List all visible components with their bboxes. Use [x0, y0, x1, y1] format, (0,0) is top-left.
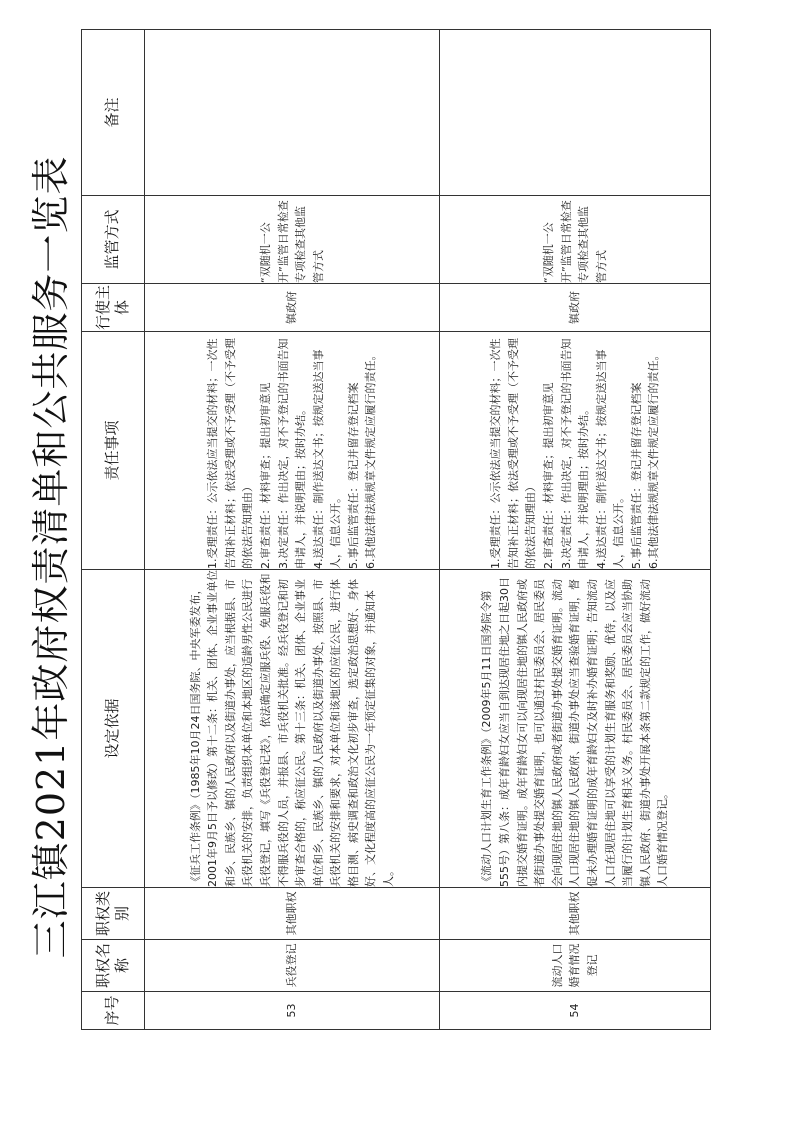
row-subject: 镇政府 — [440, 284, 711, 332]
header-category: 职权类别 — [82, 888, 145, 940]
responsibility-step: 4.送达责任：制作送达文书；按规定送达当事人，信息公开。 — [311, 349, 343, 569]
header-remarks: 备注 — [82, 30, 145, 196]
header-responsibility: 责任事项 — [82, 332, 145, 570]
responsibility-step: 6.其他法律法规规章文件规定应履行的责任。 — [364, 349, 378, 569]
responsibility-step: 1.受理责任：公示依法应当提交的材料；一次性告知补正材料；依法受理或不予受理（不予受理的依法告知理由） — [489, 338, 538, 569]
row-supervision: “双随机一公开”监管日常检查专项检查其他监管方式 — [440, 196, 711, 284]
document-title: 三江镇2021年政府权责清单和公共服务一览表 — [29, 155, 73, 959]
row-seq: 54 — [440, 992, 711, 1030]
row-remarks — [440, 30, 711, 196]
row-subject: 镇政府 — [145, 284, 440, 332]
responsibility-step: 4.送达责任：制作送达文书；按规定送达当事人，信息公开。 — [594, 349, 626, 569]
row-legal-basis — [145, 570, 440, 888]
responsibility-step: 2.审查责任：材料审查；提出初审意见 — [258, 382, 272, 569]
header-supervision: 监管方式 — [82, 196, 145, 284]
row-power-name: 兵役登记 — [145, 940, 440, 992]
responsibility-step: 3.决定责任：作出决定，对不予登记的书面告知申请人，并说明理由；按时办结。 — [559, 338, 591, 569]
header-basis: 设定依据 — [82, 570, 145, 888]
responsibility-step: 3.决定责任：作出决定，对不予登记的书面告知申请人，并说明理由；按时办结。 — [276, 338, 308, 569]
row-power-category: 其他职权 — [440, 888, 711, 940]
responsibility-step: 6.其他法律法规规章文件规定应履行的责任。 — [647, 349, 661, 569]
responsibility-step: 5.事后监管责任：登记并留存登记档案 — [346, 382, 360, 569]
row-responsibilities — [440, 332, 711, 570]
row-remarks — [145, 30, 440, 196]
header-seq: 序号 — [82, 992, 145, 1030]
row-seq: 53 — [145, 992, 440, 1030]
row-power-category: 其他职权 — [145, 888, 440, 940]
legal-basis-text: 《流动人口计划生育工作条例》（2009年5月11日国务院令第555号）第八条：成年育龄妇女应当自到达现居住地之日起30日内提交婚育证明。成年育龄妇女可以向现居住地的镇人民政府或者街道办事处提交婚育证明，也可以通过村民委员会、居民委员会向现居住地的镇人民政府或者街道办事处提交婚育证明。流动人口现居住地的镇人民政府、街道办事处应当查验婚育证明，督促未办理婚育证明的成年育龄妇女及时补办婚育证明；告知流动人口在现居住地可以享受的计划生育服务和奖励、优待，以及应当履行的计划生育相关义务。村民委员会、居民委员会应当协助镇人民政府、街道办事处开展本条第二款规定的工作，做好流动人口婚育情况登记。 — [480, 577, 670, 887]
responsibility-step: 1.受理责任：公示依法应当提交的材料；一次性告知补正材料；依法受理或不予受理（不予受理的依法告知理由） — [206, 338, 255, 569]
row-legal-basis — [440, 570, 711, 888]
responsibility-step: 2.审查责任：材料审查；提出初审意见 — [541, 382, 555, 569]
header-name: 职权名称 — [82, 940, 145, 992]
powers-table — [81, 29, 711, 1030]
legal-basis-text: 《征兵工作条例》（1985年10月24日国务院、中央军委发布，2001年9月5日予以修改）第十二条：机关、团体、企业事业单位和乡、民族乡、镇的人民政府以及街道办事处，应当根据县、市兵役机关的安排，负责组织本单位和本地区的适龄男性公民进行兵役登记，填写《兵役登记表》，依法确定应服兵役、免服兵役和不得服兵役的人员，并报县、市兵役机关批准。经兵役登记和初步审查合格的，称应征公民。第十三条：机关、团体、企业事业单位和乡、民族乡、镇的人民政府以及街道办事处，按照县、市兵役机关的安排和要求，对本单位和该地区的应征公民，进行体格目测、病史调查和政治文化初步审查，选定政治思想好、身体好、文化程度高的应征公民为一年预定征集的对象，并通知本人。 — [188, 570, 396, 887]
table-row — [440, 30, 711, 1030]
table-row — [145, 30, 440, 1030]
row-power-name: 流动人口婚育情况登记 — [440, 940, 711, 992]
header-subject: 行使主体 — [82, 284, 145, 332]
header-row — [82, 30, 145, 1030]
row-responsibilities — [145, 332, 440, 570]
row-supervision: “双随机一公开”监管日常检查专项检查其他监管方式 — [145, 196, 440, 284]
responsibility-step: 5.事后监管责任：登记并留存登记档案 — [629, 382, 643, 569]
